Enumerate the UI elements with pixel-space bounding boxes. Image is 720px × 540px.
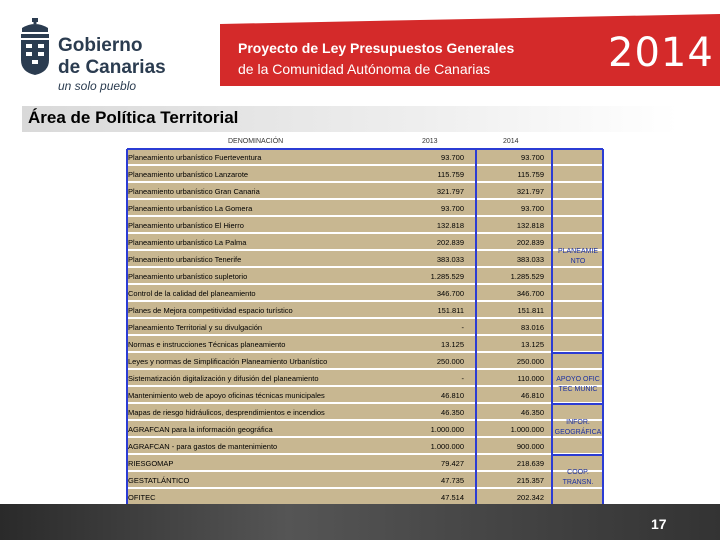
row-denominacion: RIESGOMAP [128, 459, 174, 468]
logo-line1: Gobierno [58, 35, 143, 56]
group-label-planeamiento: PLANEAMIE NTO [557, 248, 599, 265]
row-value-2014: 250.000 [516, 357, 544, 366]
row-value-2013: - [461, 323, 464, 332]
row-value-2013: 47.514 [441, 493, 464, 502]
row-denominacion: Planeamiento urbanístico La Palma [128, 238, 247, 247]
row-value-2013: 1.000.000 [430, 442, 464, 451]
row-denominacion: Normas e instrucciones Técnicas planeamiento [128, 340, 286, 349]
row-value-2013: 321.797 [436, 187, 464, 196]
footer-bar [0, 504, 720, 540]
group-label-infor: INFOR. GEOGRÁFICA [554, 419, 602, 436]
row-value-2014: 218.639 [516, 459, 544, 468]
row-value-2014: 110.000 [517, 374, 544, 383]
row-value-2013: 13.125 [441, 340, 464, 349]
row-value-2014: 202.342 [516, 493, 544, 502]
row-denominacion: Planeamiento urbanístico supletorio [128, 272, 248, 281]
header-denominacion: DENOMINACIÓN [228, 138, 284, 145]
row-denominacion: Planeamiento urbanístico Lanzarote [128, 170, 249, 179]
row-value-2014: 1.285.529 [510, 272, 544, 281]
row-denominacion: Planeamiento urbanístico El Hierro [128, 221, 244, 230]
area-title: Área de Política Territorial [28, 108, 239, 127]
logo-slogan: un solo pueblo [58, 79, 137, 93]
row-value-2013: 115.759 [437, 170, 464, 179]
row-value-2014: 215.357 [516, 476, 544, 485]
row-denominacion: Sistematización digitalización y difusión del planeamiento [128, 374, 319, 383]
banner-title-line1: Proyecto de Ley Presupuestos Generales [238, 40, 515, 56]
row-value-2013: 1.000.000 [430, 425, 464, 434]
banner-title-line2: de la Comunidad Autónoma de Canarias [238, 61, 491, 77]
row-value-2014: 151.811 [517, 306, 544, 315]
budget-year: 2014 [608, 30, 714, 76]
row-value-2013: 1.285.529 [430, 272, 464, 281]
row-value-2014: 115.759 [517, 170, 544, 179]
page-number: 17 [651, 516, 667, 532]
row-value-2013: 202.839 [436, 238, 464, 247]
row-value-2013: 46.350 [441, 408, 464, 417]
group-label-apoyo: APOYO OFIC TEC MUNIC [556, 376, 600, 393]
row-value-2014: 900.000 [516, 442, 544, 451]
row-denominacion: AGRAFCAN - para gastos de mantenimiento [128, 442, 278, 451]
row-denominacion: GESTATLÁNTICO [128, 476, 190, 485]
row-denominacion: Planeamiento Territorial y su divulgación [128, 323, 263, 332]
row-value-2014: 1.000.000 [510, 425, 544, 434]
row-value-2014: 46.350 [521, 408, 544, 417]
row-denominacion: AGRAFCAN para la información geográfica [128, 425, 273, 434]
header-2013: 2013 [422, 138, 438, 145]
row-value-2013: 93.700 [441, 204, 464, 213]
row-value-2013: 151.811 [437, 306, 464, 315]
row-denominacion: Planes de Mejora competitividad espacio turístico [128, 306, 293, 315]
row-value-2014: 346.700 [516, 289, 544, 298]
row-denominacion: Planeamiento urbanístico Gran Canaria [128, 187, 260, 196]
row-denominacion: Planeamiento urbanístico La Gomera [128, 204, 253, 213]
row-value-2013: 47.735 [441, 476, 464, 485]
row-value-2013: 250.000 [436, 357, 464, 366]
row-value-2014: 83.016 [521, 323, 544, 332]
group-label-coop: COOP. TRANSN. [562, 469, 594, 486]
row-value-2014: 93.700 [521, 204, 544, 213]
row-denominacion: Planeamiento urbanístico Tenerife [128, 255, 242, 264]
logo-line2: de Canarias [58, 57, 166, 78]
row-value-2014: 383.033 [516, 255, 544, 264]
row-value-2013: 46.810 [441, 391, 464, 400]
header-2014: 2014 [503, 138, 519, 145]
row-value-2013: - [461, 374, 464, 383]
row-value-2014: 93.700 [521, 153, 544, 162]
row-value-2013: 93.700 [441, 153, 464, 162]
row-denominacion: OFITEC [128, 493, 156, 502]
row-value-2013: 79.427 [441, 459, 464, 468]
row-denominacion: Leyes y normas de Simplificación Planeamiento Urbanístico [128, 357, 328, 366]
row-value-2014: 13.125 [521, 340, 544, 349]
row-denominacion: Mantenimiento web de apoyo oficinas técnicas municipales [128, 391, 325, 400]
row-value-2014: 202.839 [516, 238, 544, 247]
row-denominacion: Planeamiento urbanístico Fuerteventura [128, 153, 262, 162]
row-value-2013: 346.700 [436, 289, 464, 298]
row-denominacion: Mapas de riesgo hidráulicos, desprendimientos e incendios [128, 408, 325, 417]
row-value-2013: 383.033 [436, 255, 464, 264]
row-value-2013: 132.818 [436, 221, 464, 230]
row-value-2014: 132.818 [516, 221, 544, 230]
row-denominacion: Control de la calidad del planeamiento [128, 289, 256, 298]
row-value-2014: 46.810 [521, 391, 544, 400]
row-value-2014: 321.797 [516, 187, 544, 196]
